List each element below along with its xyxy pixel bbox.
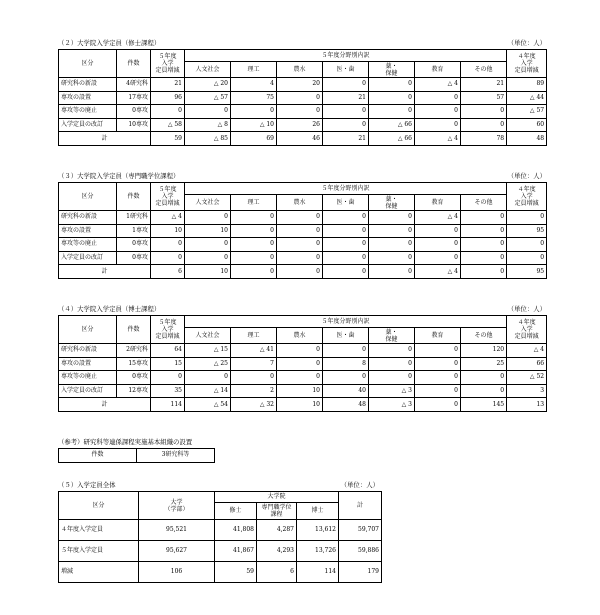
header-field-other: その他 (461, 328, 507, 344)
cell-field-agriculture-fisheries: 0 (277, 238, 323, 252)
cell-field-other: 25 (461, 357, 507, 371)
table-row (59, 371, 547, 385)
header-change-5 (151, 183, 185, 211)
cell-change-4: △ 4 (507, 344, 547, 358)
cell-professional: 4,293 (257, 541, 297, 562)
header-field-humanities: 人文社会 (185, 195, 231, 211)
cell-field-pharma-health: 0 (369, 344, 415, 358)
header-field-pharma-health: 薬・ 保健 (369, 328, 415, 344)
cell-field-pharma-health: △ 3 (369, 384, 415, 398)
cell-field-medical-dental: 40 (323, 384, 369, 398)
unit-label: （単位：人） (507, 305, 546, 313)
cell-field-other: 0 (461, 211, 507, 225)
row-label: ５年度入学定員 (59, 541, 139, 562)
header-change-5-line: ５年度 (158, 186, 177, 193)
cell-change-4: 0 (507, 238, 547, 252)
cell-change-4: 95 (507, 265, 547, 279)
header-field-education: 教育 (415, 62, 461, 78)
header-field-medical-dental: 医・歯 (323, 328, 369, 344)
unit-label: （単位：人） (340, 481, 379, 489)
cell-field-pharma-health: 0 (369, 357, 415, 371)
cell-change-4: 89 (507, 78, 547, 92)
cell-field-pharma-health: 0 (369, 371, 415, 385)
cell-undergrad: 95,627 (139, 541, 215, 562)
cell-count: 0専攻 (117, 251, 151, 265)
table-row (59, 91, 547, 105)
row-label: 研究科の新設 (59, 344, 117, 358)
cell-field-science-engineering: 4 (231, 78, 277, 92)
header-change-4 (507, 183, 547, 211)
cell-field-education: 0 (415, 251, 461, 265)
header-field-science-engineering: 理工 (231, 195, 277, 211)
cell-change-5: 59 (151, 132, 185, 146)
cell-field-medical-dental: 48 (323, 398, 369, 412)
cell-field-agriculture-fisheries: 0 (277, 344, 323, 358)
cell-field-humanities: △ 14 (185, 384, 231, 398)
cell-doctor: 114 (297, 562, 339, 583)
header-change-5-line: 定員増減 (155, 200, 180, 207)
cell-master: 59 (215, 562, 257, 583)
cell-count: 1研究科 (117, 211, 151, 225)
cell-field-medical-dental: 8 (323, 357, 369, 371)
unit-label: （単位：人） (507, 172, 546, 180)
cell-change-5: 64 (151, 344, 185, 358)
overall-capacity-table (58, 491, 382, 583)
cell-field-education: 0 (415, 91, 461, 105)
cell-field-pharma-health: 0 (369, 251, 415, 265)
table-row (59, 344, 547, 358)
cell-count: 1専攻 (117, 224, 151, 238)
cell-field-humanities: △ 25 (185, 357, 231, 371)
cell-change-4: △ 44 (507, 91, 547, 105)
header-breakdown: ５年度分野別内訳 (185, 183, 507, 195)
cell-change-5: 35 (151, 384, 185, 398)
section-doctoral (58, 304, 546, 412)
section-title: （２）大学院入学定員（修士課程） (58, 39, 161, 47)
header-change-4 (507, 50, 547, 78)
row-label: ４年度入学定員 (59, 520, 139, 541)
cell-field-education: 0 (415, 398, 461, 412)
table-row (59, 520, 382, 541)
cell-count: 2研究科 (117, 344, 151, 358)
cell-change-5: 6 (151, 265, 185, 279)
cell-field-other: 78 (461, 132, 507, 146)
header-field-agriculture-fisheries: 農水 (277, 328, 323, 344)
cell-change-4: 13 (507, 398, 547, 412)
total-label: 計 (59, 132, 151, 146)
cell-change-5: 96 (151, 91, 185, 105)
cell-field-humanities: 0 (185, 371, 231, 385)
row-label: 専攻等の廃止 (59, 371, 117, 385)
table-row (59, 224, 547, 238)
header-category: 区分 (59, 183, 117, 211)
cell-field-agriculture-fisheries: 0 (277, 251, 323, 265)
section-title: （４）大学院入学定員（博士課程） (58, 305, 161, 313)
header-professional-line2: 課程 (270, 511, 283, 518)
header-field-science-engineering: 理工 (231, 328, 277, 344)
header-undergrad-line1: 大学 (170, 498, 183, 506)
cell-field-education: 0 (415, 118, 461, 132)
cell-field-pharma-health: 0 (369, 211, 415, 225)
cell-field-other: 0 (461, 384, 507, 398)
header-grad: 大学院 (215, 492, 339, 503)
cell-field-pharma-health: △ 66 (369, 132, 415, 146)
cell-count: 12専攻 (117, 384, 151, 398)
cell-change-4: △ 52 (507, 371, 547, 385)
row-label: 専攻等の廃止 (59, 238, 117, 252)
cell-field-medical-dental: 0 (323, 265, 369, 279)
header-field-agriculture-fisheries: 農水 (277, 62, 323, 78)
table-row (59, 357, 547, 371)
header-change-5-line: ５年度 (158, 53, 177, 60)
cell-change-4: 0 (507, 251, 547, 265)
header-change-5-line: 定員増減 (155, 333, 180, 340)
enrollment-table (58, 182, 547, 279)
cell-change-5: 0 (151, 371, 185, 385)
cell-field-agriculture-fisheries: 0 (277, 265, 323, 279)
header-count: 件数 (117, 50, 151, 78)
cell-field-medical-dental: 21 (323, 132, 369, 146)
row-label: 入学定員の改訂 (59, 251, 117, 265)
section-title: （３）大学院入学定員（専門職学位課程） (58, 172, 180, 180)
header-breakdown: ５年度分野別内訳 (185, 50, 507, 62)
cell-field-science-engineering: 75 (231, 91, 277, 105)
header-change-5-line: 入学 (161, 326, 174, 333)
unit-label: （単位：人） (507, 39, 546, 47)
cell-field-science-engineering: 0 (231, 238, 277, 252)
cell-field-humanities: 0 (185, 211, 231, 225)
cell-field-medical-dental: 0 (323, 371, 369, 385)
cell-field-pharma-health: 0 (369, 105, 415, 119)
cell-professional: 6 (257, 562, 297, 583)
cell-field-other: 0 (461, 371, 507, 385)
header-change-5-line: 入学 (161, 193, 174, 200)
cell-field-agriculture-fisheries: 10 (277, 384, 323, 398)
cell-field-other: 0 (461, 224, 507, 238)
cell-field-pharma-health: 0 (369, 265, 415, 279)
cell-field-science-engineering: 0 (231, 211, 277, 225)
table-row (59, 562, 382, 583)
cell-field-education: △ 4 (415, 78, 461, 92)
cell-field-medical-dental: 21 (323, 91, 369, 105)
cell-change-4: 3 (507, 384, 547, 398)
cell-undergrad: 95,521 (139, 520, 215, 541)
cell-field-humanities: 10 (185, 224, 231, 238)
cell-master: 41,867 (215, 541, 257, 562)
row-label: 増減 (59, 562, 139, 583)
cell-count: 17専攻 (117, 91, 151, 105)
table-row (59, 118, 547, 132)
header-field-science-engineering: 理工 (231, 62, 277, 78)
cell-field-humanities: 10 (185, 265, 231, 279)
cell-change-5: 0 (151, 105, 185, 119)
section-masters (58, 38, 546, 146)
cell-total: 179 (339, 562, 382, 583)
cell-field-pharma-health: 0 (369, 78, 415, 92)
table-row (59, 251, 547, 265)
row-label: 専攻の設置 (59, 91, 117, 105)
header-category: 区分 (59, 50, 117, 78)
header-master: 修士 (215, 503, 257, 520)
header-change-5-line: 定員増減 (155, 67, 180, 74)
row-label: 研究科の新設 (59, 78, 117, 92)
header-field-other: その他 (461, 195, 507, 211)
cell-field-medical-dental: 0 (323, 344, 369, 358)
reference-value: 3研究科等 (137, 449, 215, 463)
header-field-medical-dental: 医・歯 (323, 195, 369, 211)
cell-field-other: 120 (461, 344, 507, 358)
header-change-4-line: ４年度 (517, 319, 536, 326)
cell-field-humanities: △ 8 (185, 118, 231, 132)
cell-change-4: 0 (507, 211, 547, 225)
cell-change-5: △ 4 (151, 211, 185, 225)
cell-field-other: 0 (461, 238, 507, 252)
row-label: 専攻の設置 (59, 224, 117, 238)
cell-field-other: 0 (461, 251, 507, 265)
cell-field-education: 0 (415, 357, 461, 371)
table-row (59, 211, 547, 225)
cell-change-5: 0 (151, 238, 185, 252)
cell-field-education: △ 4 (415, 132, 461, 146)
header-field-pharma-health: 薬・ 保健 (369, 195, 415, 211)
cell-field-medical-dental: 0 (323, 224, 369, 238)
cell-field-agriculture-fisheries: 20 (277, 78, 323, 92)
cell-field-agriculture-fisheries: 0 (277, 371, 323, 385)
cell-field-other: 0 (461, 118, 507, 132)
section-overall-capacity (58, 480, 381, 583)
cell-change-4: 95 (507, 224, 547, 238)
header-count: 件数 (117, 183, 151, 211)
cell-field-science-engineering: 7 (231, 357, 277, 371)
total-row (59, 265, 547, 279)
enrollment-table (58, 49, 547, 146)
cell-field-medical-dental: 0 (323, 118, 369, 132)
cell-field-education: 0 (415, 384, 461, 398)
reference-label: 件数 (59, 449, 137, 463)
reference-title: （参考）研究科等連係課程実施基本組織の設置 (58, 438, 193, 446)
cell-change-5: 15 (151, 357, 185, 371)
cell-field-humanities: △ 85 (185, 132, 231, 146)
total-label: 計 (59, 265, 151, 279)
reference-row (59, 449, 215, 463)
total-row (59, 398, 547, 412)
header-change-5-line: ５年度 (158, 319, 177, 326)
header-change-4-line: ４年度 (517, 53, 536, 60)
cell-field-agriculture-fisheries: 0 (277, 357, 323, 371)
cell-field-agriculture-fisheries: 0 (277, 211, 323, 225)
cell-field-medical-dental: 0 (323, 238, 369, 252)
cell-field-other: 0 (461, 105, 507, 119)
cell-field-science-engineering: △ 32 (231, 398, 277, 412)
cell-field-medical-dental: 0 (323, 251, 369, 265)
total-label: 計 (59, 398, 151, 412)
cell-field-agriculture-fisheries: 26 (277, 118, 323, 132)
header-breakdown: ５年度分野別内訳 (185, 316, 507, 328)
cell-field-education: 0 (415, 344, 461, 358)
cell-field-humanities: 0 (185, 105, 231, 119)
cell-count: 0専攻 (117, 238, 151, 252)
cell-count: 0専攻 (117, 371, 151, 385)
cell-change-4: 66 (507, 357, 547, 371)
cell-field-humanities: 0 (185, 238, 231, 252)
header-undergrad-line2: （学部） (164, 505, 189, 513)
header-doctor: 博士 (297, 503, 339, 520)
cell-field-medical-dental: 0 (323, 105, 369, 119)
cell-doctor: 13,726 (297, 541, 339, 562)
cell-count: 10専攻 (117, 118, 151, 132)
header-change-5 (151, 50, 185, 78)
row-label: 研究科の新設 (59, 211, 117, 225)
cell-field-education: △ 4 (415, 265, 461, 279)
header-change-4-line: 定員増減 (514, 200, 539, 207)
cell-field-science-engineering: 0 (231, 265, 277, 279)
cell-field-science-engineering: 69 (231, 132, 277, 146)
header-field-agriculture-fisheries: 農水 (277, 195, 323, 211)
cell-change-5: 10 (151, 224, 185, 238)
cell-change-5: 114 (151, 398, 185, 412)
cell-field-humanities: △ 20 (185, 78, 231, 92)
cell-master: 41,808 (215, 520, 257, 541)
header-change-4-line: 入学 (520, 193, 533, 200)
header-change-4 (507, 316, 547, 344)
cell-field-science-engineering: △ 41 (231, 344, 277, 358)
cell-change-4: 48 (507, 132, 547, 146)
cell-field-other: 0 (461, 265, 507, 279)
cell-field-education: 0 (415, 371, 461, 385)
header-professional (257, 503, 297, 520)
cell-field-humanities: 0 (185, 251, 231, 265)
cell-change-4: 60 (507, 118, 547, 132)
cell-field-humanities: △ 57 (185, 91, 231, 105)
cell-field-medical-dental: 0 (323, 211, 369, 225)
header-field-other: その他 (461, 62, 507, 78)
cell-count: 4研究科 (117, 78, 151, 92)
cell-count: 0専攻 (117, 105, 151, 119)
section-professional-degree (58, 171, 546, 279)
cell-field-agriculture-fisheries: 0 (277, 91, 323, 105)
cell-total: 59,886 (339, 541, 382, 562)
table-row (59, 541, 382, 562)
header-count: 件数 (117, 316, 151, 344)
header-category: 区分 (59, 316, 117, 344)
cell-field-science-engineering: 2 (231, 384, 277, 398)
header-field-medical-dental: 医・歯 (323, 62, 369, 78)
header-change-4-line: 定員増減 (514, 67, 539, 74)
cell-field-agriculture-fisheries: 0 (277, 105, 323, 119)
table-row (59, 238, 547, 252)
header-field-humanities: 人文社会 (185, 328, 231, 344)
cell-field-other: 145 (461, 398, 507, 412)
header-change-4-line: 入学 (520, 326, 533, 333)
section-title: （５）入学定員全体 (58, 481, 116, 489)
header-category: 区分 (59, 492, 139, 520)
reference-block (58, 437, 218, 463)
cell-change-5: 21 (151, 78, 185, 92)
header-field-humanities: 人文社会 (185, 62, 231, 78)
cell-field-science-engineering: 0 (231, 251, 277, 265)
header-undergrad (139, 492, 215, 520)
table-row (59, 78, 547, 92)
enrollment-table (58, 315, 547, 412)
header-change-4-line: 定員増減 (514, 333, 539, 340)
cell-total: 59,707 (339, 520, 382, 541)
cell-field-science-engineering: 0 (231, 371, 277, 385)
cell-field-science-engineering: 0 (231, 105, 277, 119)
table-row (59, 105, 547, 119)
cell-count: 15専攻 (117, 357, 151, 371)
cell-field-other: 21 (461, 78, 507, 92)
cell-field-pharma-health: △ 66 (369, 118, 415, 132)
header-change-5 (151, 316, 185, 344)
row-label: 専攻等の廃止 (59, 105, 117, 119)
total-row (59, 132, 547, 146)
header-field-education: 教育 (415, 328, 461, 344)
header-professional-line1: 専門職学位 (261, 504, 292, 511)
row-label: 入学定員の改訂 (59, 118, 117, 132)
cell-field-education: 0 (415, 238, 461, 252)
cell-field-education: △ 4 (415, 211, 461, 225)
cell-doctor: 13,612 (297, 520, 339, 541)
cell-field-humanities: △ 54 (185, 398, 231, 412)
cell-field-other: 57 (461, 91, 507, 105)
cell-field-pharma-health: 0 (369, 238, 415, 252)
cell-change-5: △ 58 (151, 118, 185, 132)
header-field-education: 教育 (415, 195, 461, 211)
cell-field-education: 0 (415, 105, 461, 119)
header-total: 計 (339, 492, 382, 520)
cell-field-medical-dental: 0 (323, 78, 369, 92)
row-label: 専攻の設置 (59, 357, 117, 371)
row-label: 入学定員の改訂 (59, 384, 117, 398)
cell-field-agriculture-fisheries: 46 (277, 132, 323, 146)
cell-field-pharma-health: 0 (369, 91, 415, 105)
cell-field-science-engineering: 0 (231, 224, 277, 238)
cell-field-humanities: △ 15 (185, 344, 231, 358)
cell-change-4: △ 57 (507, 105, 547, 119)
cell-field-science-engineering: △ 10 (231, 118, 277, 132)
cell-professional: 4,287 (257, 520, 297, 541)
reference-table (58, 448, 215, 463)
cell-field-pharma-health: △ 3 (369, 398, 415, 412)
cell-change-5: 0 (151, 251, 185, 265)
cell-field-agriculture-fisheries: 10 (277, 398, 323, 412)
cell-undergrad: 106 (139, 562, 215, 583)
cell-field-education: 0 (415, 224, 461, 238)
header-field-pharma-health: 薬・ 保健 (369, 62, 415, 78)
table-row (59, 384, 547, 398)
cell-field-pharma-health: 0 (369, 224, 415, 238)
cell-field-agriculture-fisheries: 0 (277, 224, 323, 238)
header-change-4-line: ４年度 (517, 186, 536, 193)
header-change-5-line: 入学 (161, 60, 174, 67)
header-change-4-line: 入学 (520, 60, 533, 67)
